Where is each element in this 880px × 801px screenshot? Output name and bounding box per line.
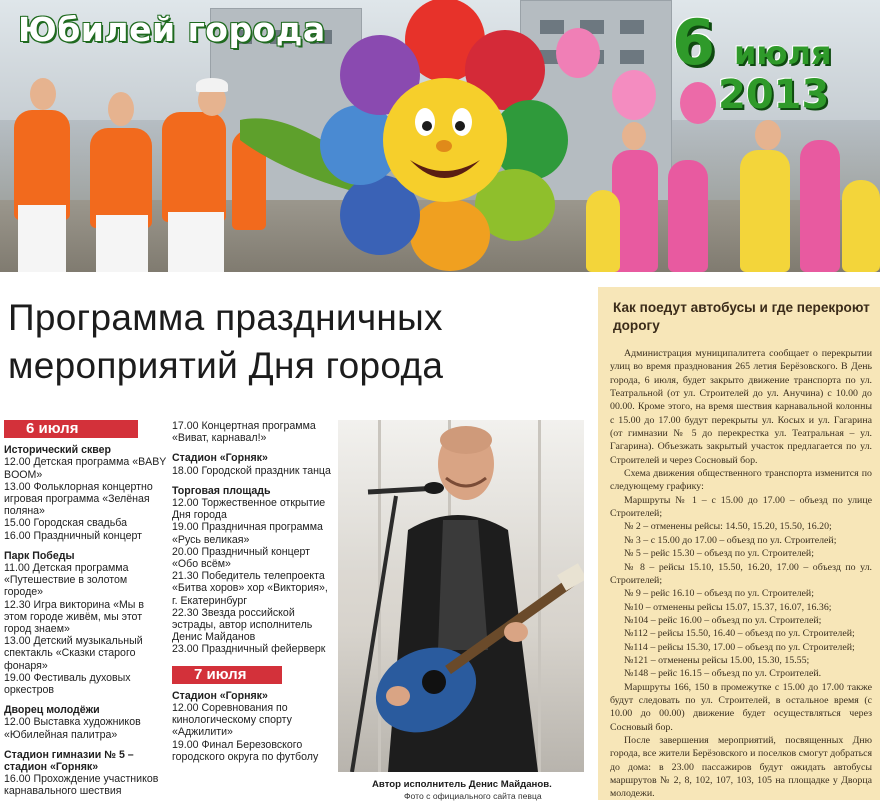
- band-member-cap: [196, 78, 228, 92]
- event-item: 13.00 Детский музыкальный спектакль «Сказки старого фонаря»: [4, 635, 143, 672]
- event-item: 23.00 Праздничный фейерверк: [172, 643, 326, 656]
- parade-child: [800, 140, 840, 272]
- date-month: июля: [734, 34, 832, 72]
- sidebar-paragraph: №114 – рейсы 15.30, 17.00 – объезд по ул. Строителей;: [624, 641, 855, 653]
- venue-block: [4, 550, 168, 696]
- parade-child-head: [622, 122, 646, 150]
- event-item: 12.00 Выставка художников «Юбилейная палитра»: [4, 716, 141, 741]
- venue-block: [4, 704, 168, 741]
- event-item: 19.00 Финал Березовского городского округа по футболу: [172, 738, 319, 763]
- venue-block: [172, 485, 332, 656]
- event-item: 20.00 Праздничный концерт «Обо всём»: [172, 545, 310, 571]
- singer-figure-icon: [338, 420, 584, 772]
- sidebar-paragraph: №121 – отменены рейсы 15.00, 15.30, 15.55;: [624, 654, 810, 666]
- event-item: 12.00 Торжественное открытие Дня города: [172, 497, 326, 522]
- page-headline: [8, 294, 593, 390]
- band-member-head: [30, 78, 56, 110]
- sidebar-paragraph: Маршруты № 1 – с 15.00 до 17.00 – объезд по улице Строителей;: [610, 494, 872, 520]
- banner-title: Юбилей города: [18, 10, 326, 49]
- venue-title: Стадион гимназии № 5 – стадион «Горняк»: [4, 748, 134, 774]
- venue-block: [172, 690, 332, 763]
- sidebar-paragraph: №112 – рейсы 15.50, 16.40 – объезд по ул. Строителей;: [624, 628, 855, 640]
- headline-line-2: мероприятий Дня города: [8, 345, 444, 386]
- banner-photo: [0, 0, 880, 272]
- event-item: 13.00 Фольклорная концертно игровая программа «Зелёная поляна»: [4, 480, 153, 518]
- banner-window: [620, 20, 644, 34]
- venue-block: [4, 444, 168, 542]
- event-item: 22.30 Звезда российской эстрады, автор исполнитель Денис Майданов: [172, 606, 313, 644]
- parade-child: [668, 160, 708, 272]
- parade-child: [586, 190, 620, 272]
- event-item: 19.00 Фестиваль духовых оркестров: [4, 671, 131, 697]
- band-member: [14, 110, 70, 220]
- sidebar-paragraph: № 8 – рейсы 15.10, 15.50, 16.20, 17.00 – объезд по ул. Строителей;: [610, 561, 872, 586]
- date-day: 6: [672, 6, 716, 79]
- sidebar-title: Как поедут автобусы и где перекроют дорогу: [613, 300, 870, 333]
- venue-block: [172, 420, 332, 444]
- venue-title: Дворец молодёжи: [4, 704, 100, 717]
- band-member-head: [108, 92, 134, 126]
- event-item: 16.00 Прохождение участников карнавального шествия: [4, 773, 159, 798]
- band-member-legs: [168, 212, 224, 272]
- photo-credit: Фото с официального сайта певца: [404, 791, 542, 801]
- sidebar-paragraph: Администрация муниципалитета сообщает о перекрытии улиц во время празднования 265 летия Берёзовского. В День города, 6 июля, будет закрыто движение транспорта по ул. Театральной (от ул. Строителей до ул. Анучина) с 10.00 до 00.00. Кроме этого, на время шествия карнавальной колонны с 15.00 до 17.00 будут перекрыты ул. Косых и ул. Гагарина (от гимназии № 5 до перекрестка ул. Театральная – ул. Гагарина). Объезжать закрытый участок предлагается по ул. Строителей и через Сосновый бор.: [610, 348, 872, 466]
- parade-child-head: [755, 120, 781, 150]
- event-item: 17.00 Концертная программа «Виват, карнавал!»: [172, 420, 316, 445]
- event-item: 12.30 Игра викторина «Мы в этом городе живём, мы этот город знаем»: [4, 598, 144, 636]
- photo-caption: Автор исполнитель Денис Майданов.: [372, 779, 552, 790]
- venue-title: Стадион «Горняк»: [172, 689, 268, 702]
- sidebar-paragraph: № 3 – с 15.00 до 17.00 – объезд по ул. Строителей;: [624, 534, 837, 546]
- sidebar-paragraph: После завершения мероприятий, посвященных Дню города, все жители Берёзовского и поселков смогут добраться до дома: в 23.00 пассажиров будут ожидать автобусы маршрутов № 2, 8, 102, 107, 103, 105 на площадке у Дворца молодежи.: [610, 734, 872, 800]
- sidebar-paragraph: Схема движения общественного транспорта изменится по следующему графику:: [610, 468, 872, 493]
- event-item: 15.00 Городская свадьба: [4, 517, 127, 530]
- event-item: 12.00 Детская программа «BABY BOOM»: [4, 456, 167, 481]
- event-item: 21.30 Победитель телепроекта «Битва хоров» хор «Виктория», г. Екатеринбург: [172, 570, 328, 607]
- sidebar-paragraph: Маршруты 166, 150 в промежутке с 15.00 до 17.00 также будут следовать по ул. Строителей, в остальное время (с 10.00 до 00.00) движение будет осуществляться через Сосновый бор.: [610, 681, 872, 733]
- band-member: [90, 128, 152, 228]
- transport-sidebar: [598, 287, 880, 800]
- sidebar-paragraph: № 2 – отменены рейсы: 14.50, 15.20, 15.50, 16.20;: [624, 521, 832, 533]
- sidebar-paragraph: № 9 – рейс 16.10 – объезд по ул. Строителей;: [624, 588, 814, 600]
- venue-title: Парк Победы: [4, 549, 75, 562]
- date-year: 2013: [718, 72, 830, 118]
- band-member-legs: [96, 215, 148, 272]
- venue-title: Исторический сквер: [4, 444, 112, 457]
- date-badge: [672, 6, 872, 116]
- event-item: 11.00 Детская программа «Путешествие в золотом городе»: [4, 562, 129, 599]
- program-column-2: [172, 420, 332, 763]
- program-column-1: [4, 420, 168, 798]
- balloon: [612, 70, 656, 120]
- sidebar-paragraph: № 5 – рейс 15.30 – объезд по ул. Строителей;: [624, 548, 814, 560]
- venue-block: [4, 749, 168, 798]
- sidebar-paragraph: №10 – отменены рейсы 15.07, 15.37, 16.07, 16.36;: [624, 601, 832, 613]
- sidebar-body: [610, 347, 872, 800]
- band-member-legs: [18, 205, 66, 272]
- parade-child: [740, 150, 790, 272]
- day-label-6-july: 6 июля: [4, 420, 138, 438]
- venue-title: Стадион «Горняк»: [172, 452, 268, 465]
- event-item: 16.00 Праздничный концерт: [4, 529, 142, 542]
- singer-photo: [338, 420, 584, 772]
- event-item: 12.00 Соревнования по кинологическому спорту «Аджилити»: [172, 702, 292, 739]
- headline-line-1: Программа праздничных: [8, 297, 443, 338]
- sidebar-paragraph: №148 – рейс 16.15 – объезд по ул. Строителей.: [624, 668, 822, 680]
- day-label-7-july: 7 июля: [172, 666, 282, 684]
- sidebar-paragraph: №104 – рейс 16.00 – объезд по ул. Строителей;: [624, 614, 822, 626]
- venue-block: [172, 452, 332, 476]
- event-item: 19.00 Праздничная программа «Русь великая»: [172, 521, 323, 546]
- event-item: 18.00 Городской праздник танца: [172, 464, 331, 477]
- venue-title: Торговая площадь: [172, 484, 271, 497]
- parade-child: [842, 180, 880, 272]
- band-member: [162, 112, 226, 222]
- banner-window: [620, 50, 644, 64]
